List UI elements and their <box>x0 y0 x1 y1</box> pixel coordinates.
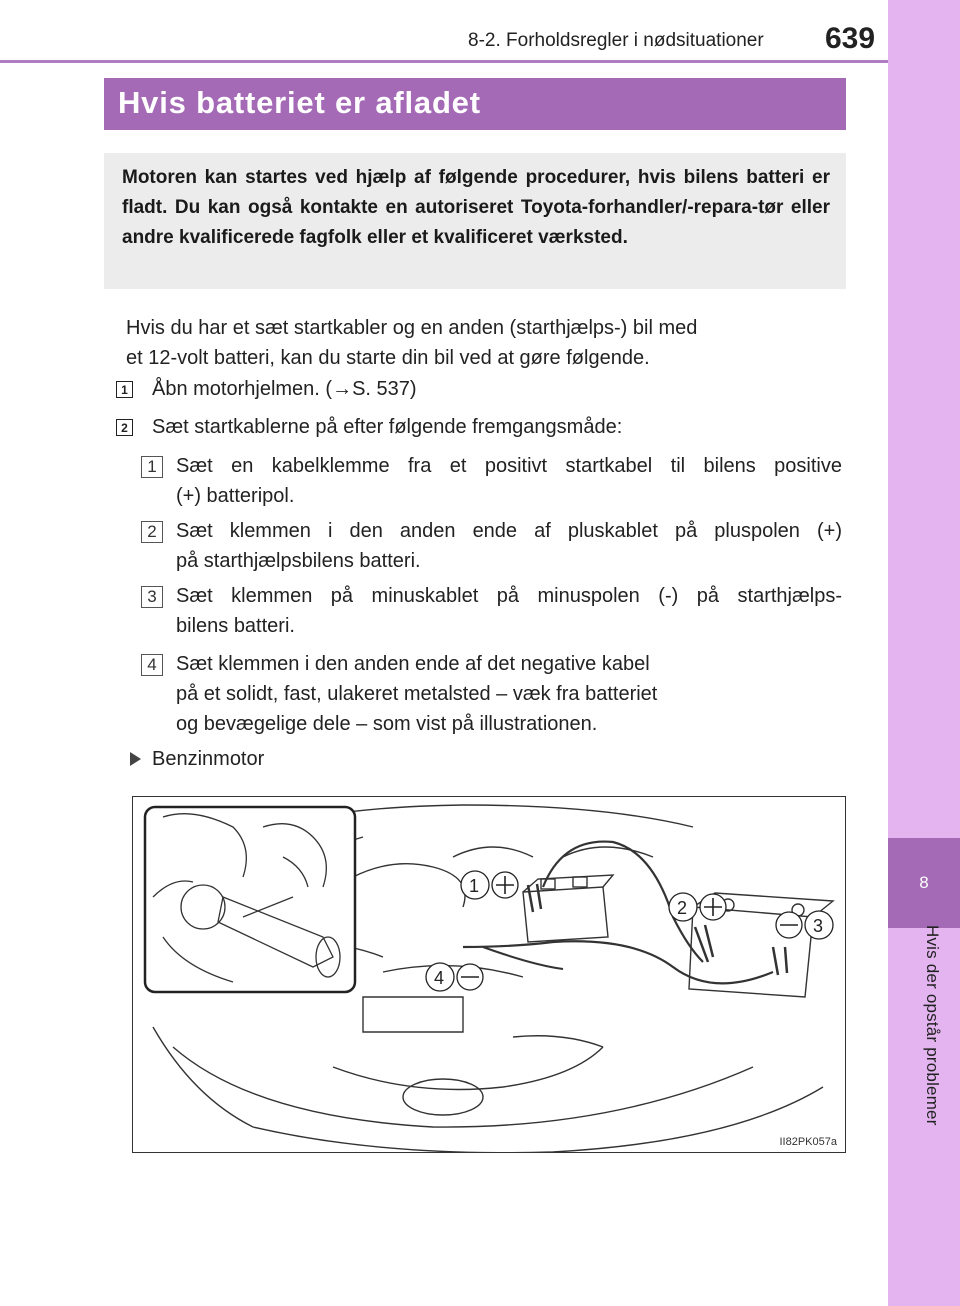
step-number-1: 1 <box>116 381 133 398</box>
page-number: 639 <box>825 22 876 55</box>
substep-1-line-2: (+) batteripol. <box>176 485 295 507</box>
substep-4-line-2: på et solidt, fast, ulakeret metalsted – væk fra batteriet <box>176 683 658 705</box>
callout-4: 4 <box>434 968 445 988</box>
intro-box <box>104 153 846 289</box>
chapter-number: 8 <box>888 838 960 928</box>
header-divider <box>0 60 888 63</box>
substep-number-2: 2 <box>141 521 163 543</box>
chapter-title: Hvis der opstår problemer <box>923 925 942 1126</box>
callout-1: 1 <box>469 876 480 896</box>
substep-2-line-1: Sæt klemmen i den anden ende af pluskablet på pluspolen (+) <box>176 520 842 542</box>
engine-bay-drawing <box>133 797 846 1153</box>
substep-number-1: 1 <box>141 456 163 478</box>
substep-2-line-2: på starthjælpsbilens batteri. <box>176 550 421 572</box>
page-title: Hvis batteriet er afladet <box>118 85 481 120</box>
substep-1-line-1: Sæt en kabelklemme fra et positivt startkabel til bilens positive <box>176 455 842 477</box>
substep-3-line-1: Sæt klemmen på minuskablet på minuspolen (-) på starthjælps- <box>176 585 842 607</box>
callout-3: 3 <box>813 916 824 936</box>
header-section-title: 8-2. Forholdsregler i nødsituationer <box>468 30 764 51</box>
chapter-side-tab <box>888 0 960 1306</box>
step-2-text: Sæt startkablerne på efter følgende fremgangsmåde: <box>152 416 623 438</box>
bullet-triangle-icon <box>130 752 141 766</box>
step-1-text: Åbn motorhjelmen. (→S. 537) <box>152 378 417 400</box>
substep-4-line-3: og bevægelige dele – som vist på illustrationen. <box>176 713 598 735</box>
substep-number-4: 4 <box>141 654 163 676</box>
bullet-benzinmotor: Benzinmotor <box>152 748 265 770</box>
substep-4-line-1: Sæt klemmen i den anden ende af det negative kabel <box>176 653 650 675</box>
callout-2: 2 <box>677 898 688 918</box>
step-number-2: 2 <box>116 419 133 436</box>
body-paragraph-line-2: et 12-volt batteri, kan du starte din bil ved at gøre følgende. <box>126 347 650 369</box>
intro-text: Motoren kan startes ved hjælp af følgende procedurer, hvis bilens batteri er fladt. Du kan også kontakte en autoriseret Toyota-forhandler/-repara-tør eller andre kvalificerede fagfolk eller et kvalificeret værksted. <box>122 167 830 248</box>
substep-number-3: 3 <box>141 586 163 608</box>
title-bar <box>104 78 846 130</box>
figure-code: II82PK057a <box>779 1136 837 1148</box>
jump-start-illustration <box>132 796 846 1153</box>
substep-3-line-2: bilens batteri. <box>176 615 295 637</box>
body-paragraph-line-1: Hvis du har et sæt startkabler og en anden (starthjælps-) bil med <box>126 317 698 339</box>
